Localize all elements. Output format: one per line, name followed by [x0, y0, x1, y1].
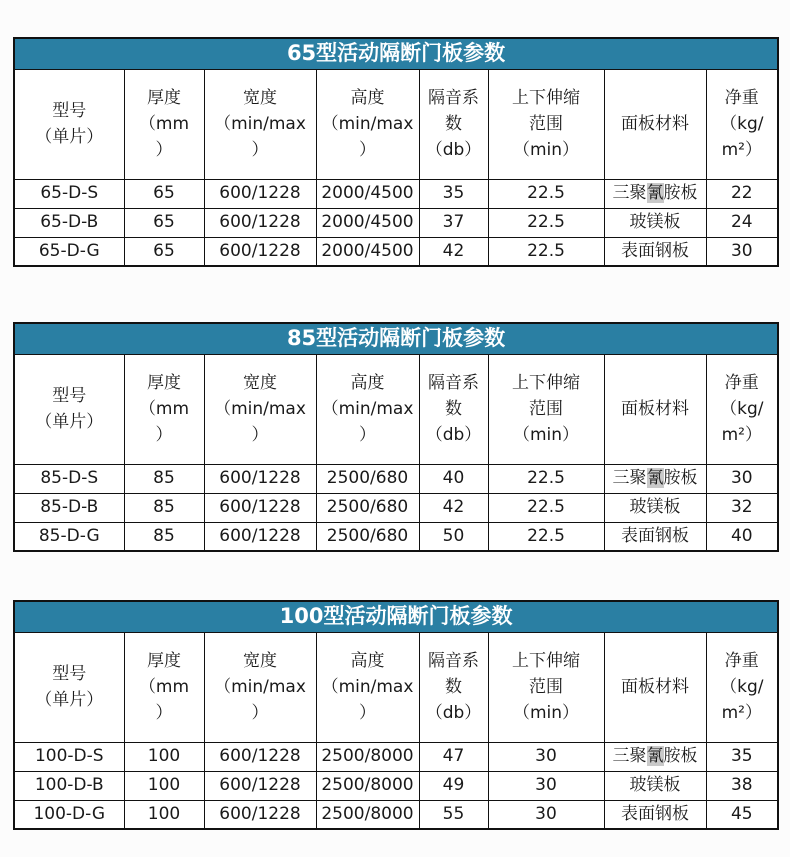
cell-net-weight: 22 [706, 179, 778, 208]
spec-table-section-65 [13, 37, 777, 267]
table-row [14, 493, 778, 522]
table-row [14, 237, 778, 266]
table-row [14, 800, 778, 829]
cell-panel-material: 三聚氰胺板 [604, 464, 706, 493]
cell-height: 2500/8000 [316, 742, 419, 771]
cell-model: 100-D-G [14, 800, 124, 829]
column-header-thickness: 厚度 （mm ） [124, 69, 204, 179]
cell-net-weight: 24 [706, 208, 778, 237]
cell-width: 600/1228 [204, 179, 316, 208]
cell-telescopic-range: 22.5 [488, 464, 604, 493]
table-row [14, 179, 778, 208]
cell-thickness: 100 [124, 800, 204, 829]
cell-telescopic-range: 30 [488, 742, 604, 771]
spec-table-section-100 [13, 600, 777, 830]
column-header-width: 宽度 （min/max ） [204, 69, 316, 179]
header-row [14, 69, 778, 179]
cell-panel-material: 表面钢板 [604, 800, 706, 829]
cell-width: 600/1228 [204, 771, 316, 800]
column-header-panel-material: 面板材料 [604, 632, 706, 742]
cell-panel-material: 表面钢板 [604, 237, 706, 266]
cell-width: 600/1228 [204, 464, 316, 493]
table-body [14, 742, 778, 829]
column-header-sound-insulation: 隔音系 数 （db） [419, 632, 488, 742]
column-header-net-weight: 净重 （kg/ m²） [706, 632, 778, 742]
cell-sound-insulation: 55 [419, 800, 488, 829]
cell-thickness: 65 [124, 179, 204, 208]
column-header-width: 宽度 （min/max ） [204, 354, 316, 464]
cell-telescopic-range: 22.5 [488, 179, 604, 208]
cell-width: 600/1228 [204, 742, 316, 771]
column-header-height: 高度 （min/max ） [316, 69, 419, 179]
cell-model: 100-D-S [14, 742, 124, 771]
table-body [14, 179, 778, 266]
title-row [14, 38, 778, 69]
cell-model: 65-D-G [14, 237, 124, 266]
column-header-telescopic-range: 上下伸缩 范围 （min） [488, 632, 604, 742]
header-row [14, 632, 778, 742]
column-header-height: 高度 （min/max ） [316, 354, 419, 464]
title-row [14, 601, 778, 632]
column-header-net-weight: 净重 （kg/ m²） [706, 354, 778, 464]
column-header-sound-insulation: 隔音系 数 （db） [419, 354, 488, 464]
cell-thickness: 65 [124, 237, 204, 266]
cell-width: 600/1228 [204, 237, 316, 266]
cell-height: 2000/4500 [316, 179, 419, 208]
cell-height: 2500/8000 [316, 800, 419, 829]
cell-width: 600/1228 [204, 800, 316, 829]
highlighted-char: 氰 [646, 746, 664, 766]
cell-model: 85-D-B [14, 493, 124, 522]
cell-sound-insulation: 49 [419, 771, 488, 800]
cell-panel-material: 三聚氰胺板 [604, 742, 706, 771]
cell-telescopic-range: 22.5 [488, 208, 604, 237]
table-row [14, 771, 778, 800]
cell-net-weight: 38 [706, 771, 778, 800]
column-header-telescopic-range: 上下伸缩 范围 （min） [488, 354, 604, 464]
cell-sound-insulation: 47 [419, 742, 488, 771]
cell-height: 2000/4500 [316, 208, 419, 237]
header-row [14, 354, 778, 464]
table-row [14, 464, 778, 493]
highlighted-char: 氰 [646, 183, 664, 203]
cell-net-weight: 32 [706, 493, 778, 522]
cell-height: 2000/4500 [316, 237, 419, 266]
table-row [14, 522, 778, 551]
column-header-panel-material: 面板材料 [604, 354, 706, 464]
cell-panel-material: 玻镁板 [604, 493, 706, 522]
cell-width: 600/1228 [204, 493, 316, 522]
cell-sound-insulation: 37 [419, 208, 488, 237]
cell-thickness: 100 [124, 771, 204, 800]
spec-table-section-85 [13, 322, 777, 552]
column-header-telescopic-range: 上下伸缩 范围 （min） [488, 69, 604, 179]
cell-telescopic-range: 22.5 [488, 522, 604, 551]
table-row [14, 208, 778, 237]
cell-sound-insulation: 50 [419, 522, 488, 551]
cell-model: 100-D-B [14, 771, 124, 800]
cell-panel-material: 玻镁板 [604, 771, 706, 800]
cell-sound-insulation: 42 [419, 237, 488, 266]
cell-height: 2500/680 [316, 464, 419, 493]
params-table-100 [13, 600, 779, 830]
table-title: 65型活动隔断门板参数 [14, 38, 778, 69]
column-header-thickness: 厚度 （mm ） [124, 632, 204, 742]
column-header-height: 高度 （min/max ） [316, 632, 419, 742]
cell-net-weight: 30 [706, 237, 778, 266]
cell-telescopic-range: 30 [488, 771, 604, 800]
column-header-model: 型号 （单片） [14, 354, 124, 464]
cell-model: 85-D-S [14, 464, 124, 493]
table-title: 100型活动隔断门板参数 [14, 601, 778, 632]
params-table-85 [13, 322, 779, 552]
cell-width: 600/1228 [204, 522, 316, 551]
cell-panel-material: 玻镁板 [604, 208, 706, 237]
cell-telescopic-range: 22.5 [488, 493, 604, 522]
column-header-thickness: 厚度 （mm ） [124, 354, 204, 464]
cell-height: 2500/680 [316, 522, 419, 551]
cell-height: 2500/8000 [316, 771, 419, 800]
cell-sound-insulation: 42 [419, 493, 488, 522]
cell-net-weight: 45 [706, 800, 778, 829]
cell-sound-insulation: 40 [419, 464, 488, 493]
column-header-net-weight: 净重 （kg/ m²） [706, 69, 778, 179]
params-table-65 [13, 37, 779, 267]
cell-panel-material: 三聚氰胺板 [604, 179, 706, 208]
cell-net-weight: 40 [706, 522, 778, 551]
cell-panel-material: 表面钢板 [604, 522, 706, 551]
cell-model: 65-D-B [14, 208, 124, 237]
highlighted-char: 氰 [646, 468, 664, 488]
table-body [14, 464, 778, 551]
column-header-model: 型号 （单片） [14, 632, 124, 742]
cell-thickness: 65 [124, 208, 204, 237]
cell-thickness: 85 [124, 522, 204, 551]
table-title: 85型活动隔断门板参数 [14, 323, 778, 354]
cell-thickness: 85 [124, 493, 204, 522]
cell-sound-insulation: 35 [419, 179, 488, 208]
column-header-width: 宽度 （min/max ） [204, 632, 316, 742]
title-row [14, 323, 778, 354]
cell-net-weight: 30 [706, 464, 778, 493]
cell-thickness: 85 [124, 464, 204, 493]
table-row [14, 742, 778, 771]
column-header-panel-material: 面板材料 [604, 69, 706, 179]
column-header-model: 型号 （单片） [14, 69, 124, 179]
cell-telescopic-range: 22.5 [488, 237, 604, 266]
cell-model: 85-D-G [14, 522, 124, 551]
column-header-sound-insulation: 隔音系 数 （db） [419, 69, 488, 179]
cell-width: 600/1228 [204, 208, 316, 237]
cell-thickness: 100 [124, 742, 204, 771]
cell-height: 2500/680 [316, 493, 419, 522]
cell-model: 65-D-S [14, 179, 124, 208]
cell-net-weight: 35 [706, 742, 778, 771]
cell-telescopic-range: 30 [488, 800, 604, 829]
